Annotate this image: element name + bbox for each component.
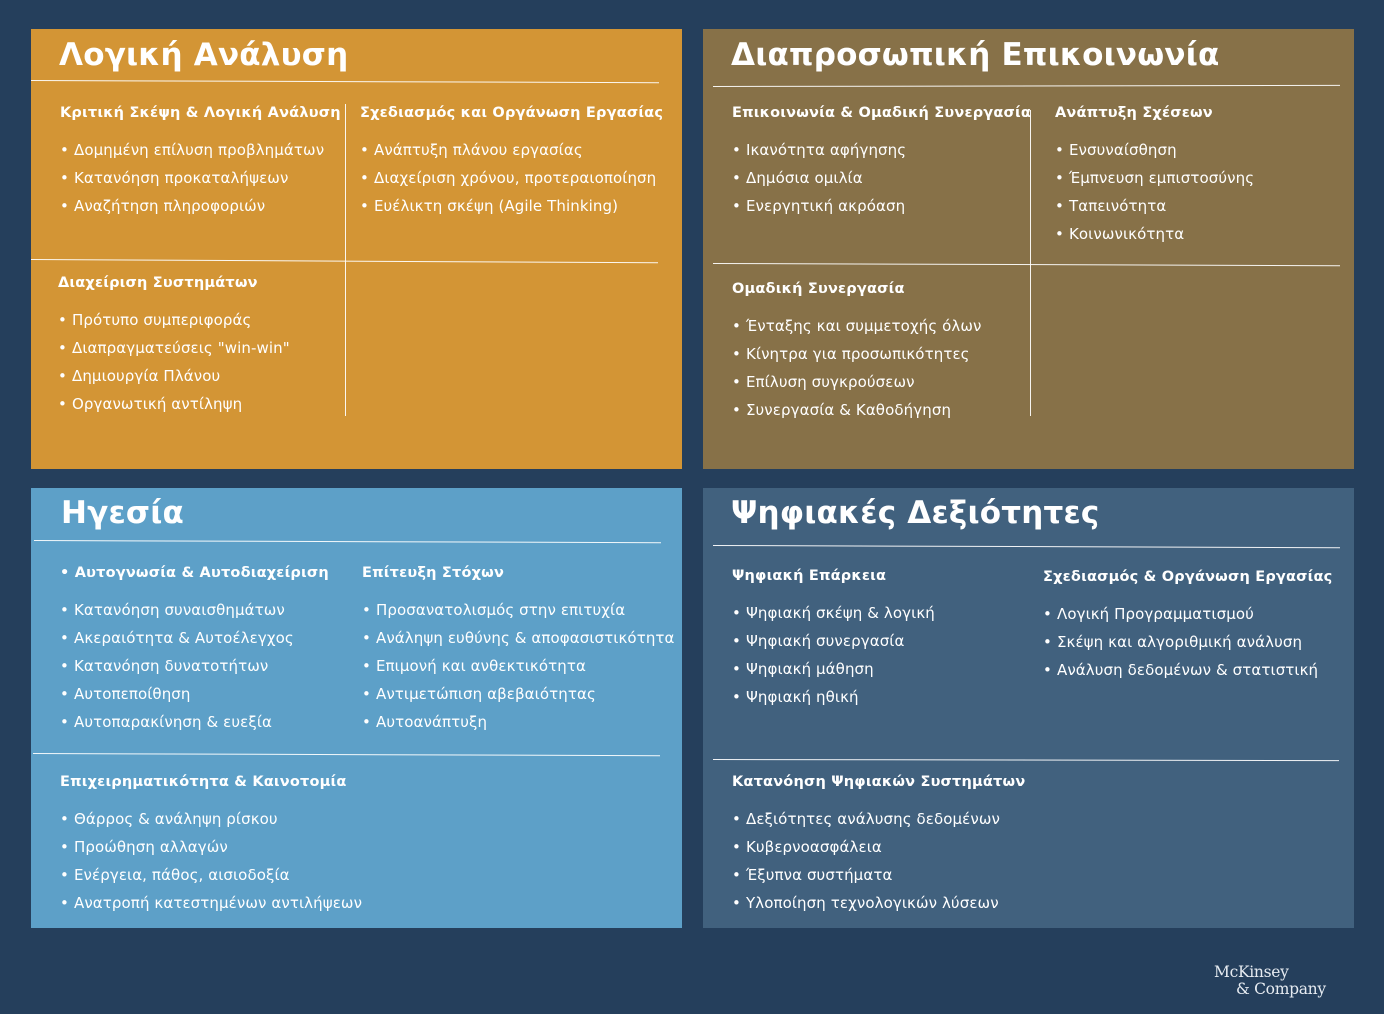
list-item: • Ακεραιότητα & Αυτοέλεγχος <box>60 624 329 652</box>
section-heading: Σχεδιασμός και Οργάνωση Εργασίας <box>360 105 664 121</box>
section-digital-literacy <box>732 566 935 711</box>
skill-list <box>360 136 663 220</box>
skill-list <box>60 805 362 917</box>
skill-list <box>60 136 341 220</box>
list-item: • Ευέλικτη σκέψη (Agile Thinking) <box>360 192 663 220</box>
divider <box>713 263 1340 266</box>
list-item: • Επίλυση συγκρούσεων <box>732 368 981 396</box>
panel-title: Ψηφιακές Δεξιότητες <box>731 495 1100 531</box>
list-item: • Αυτοπαρακίνηση & ευεξία <box>60 708 329 736</box>
list-item: • Ανάλυση δεδομένων & στατιστική <box>1043 656 1332 684</box>
list-item: • Κατανόηση δυνατοτήτων <box>60 652 329 680</box>
logo-line: McKinsey <box>1214 963 1289 981</box>
panel-interpersonal-communication <box>703 29 1354 469</box>
section-heading: Ψηφιακή Επάρκεια <box>732 568 887 584</box>
skill-list <box>732 136 1031 220</box>
list-item: • Σκέψη και αλγοριθμική ανάλυση <box>1043 628 1332 656</box>
list-item: • Προσανατολισμός στην επιτυχία <box>362 596 675 624</box>
list-item: • Ταπεινότητα <box>1055 192 1254 220</box>
list-item: • Έξυπνα συστήματα <box>732 861 1025 889</box>
list-item: • Ενεργητική ακρόαση <box>732 192 1031 220</box>
mckinsey-logo <box>1214 964 1326 998</box>
list-item: • Κατανόηση συναισθημάτων <box>60 596 329 624</box>
list-item: • Πρότυπο συμπεριφοράς <box>58 306 290 334</box>
list-item: • Επιμονή και ανθεκτικότητα <box>362 652 675 680</box>
list-item: • Διαπραγματεύσεις "win-win" <box>58 334 290 362</box>
section-communication-teamwork <box>732 103 1031 220</box>
list-item: • Κίνητρα για προσωπικότητες <box>732 340 981 368</box>
section-heading: Ομαδική Συνεργασία <box>732 281 905 297</box>
panel-logical-analysis <box>31 29 682 469</box>
list-item: • Ψηφιακή ηθική <box>732 683 935 711</box>
list-item: • Κατανόηση προκαταλήψεων <box>60 164 341 192</box>
divider <box>34 540 661 543</box>
panel-leadership <box>31 488 682 928</box>
section-heading: Κριτική Σκέψη & Λογική Ανάλυση <box>60 105 341 121</box>
list-item: • Αναζήτηση πληροφοριών <box>60 192 341 220</box>
logo-line: & Company <box>1236 980 1326 998</box>
section-self-awareness <box>60 563 329 736</box>
list-item: • Ικανότητα αφήγησης <box>732 136 1031 164</box>
list-item: • Δεξιότητες ανάλυσης δεδομένων <box>732 805 1025 833</box>
divider <box>713 759 1339 761</box>
section-entrepreneurship <box>60 772 362 917</box>
section-heading: Κατανόηση Ψηφιακών Συστημάτων <box>732 774 1026 790</box>
list-item: • Λογική Προγραμματισμού <box>1043 600 1332 628</box>
panel-title: Διαπροσωπική Επικοινωνία <box>731 37 1220 73</box>
list-item: • Θάρρος & ανάληψη ρίσκου <box>60 805 362 833</box>
section-work-planning <box>360 103 663 220</box>
list-item: • Δημόσια ομιλία <box>732 164 1031 192</box>
list-item: • Ανάληψη ευθύνης & αποφασιστικότητα <box>362 624 675 652</box>
list-item: • Ψηφιακή συνεργασία <box>732 627 935 655</box>
section-digital-planning <box>1043 567 1332 684</box>
section-heading: Επικοινωνία & Ομαδική Συνεργασία <box>732 105 1032 121</box>
list-item: • Ενσυναίσθηση <box>1055 136 1254 164</box>
section-heading: Διαχείριση Συστημάτων <box>58 275 258 291</box>
list-item: • Δομημένη επίλυση προβλημάτων <box>60 136 341 164</box>
list-item: • Υλοποίηση τεχνολογικών λύσεων <box>732 889 1025 917</box>
list-item: • Ανατροπή κατεστημένων αντιλήψεων <box>60 889 362 917</box>
skill-list <box>732 599 935 711</box>
list-item: • Κυβερνοασφάλεια <box>732 833 1025 861</box>
section-goal-achievement <box>362 563 675 736</box>
panel-title: Λογική Ανάλυση <box>59 37 349 73</box>
skill-list <box>732 312 981 424</box>
list-item: • Ψηφιακή μάθηση <box>732 655 935 683</box>
section-heading: Επίτευξη Στόχων <box>362 565 505 581</box>
panel-title: Ηγεσία <box>61 495 185 531</box>
list-item: • Έμπνευση εμπιστοσύνης <box>1055 164 1254 192</box>
skill-list <box>60 596 329 736</box>
skill-list <box>732 805 1025 917</box>
section-heading: Σχεδιασμός & Οργάνωση Εργασίας <box>1043 569 1333 585</box>
list-item: • Προώθηση αλλαγών <box>60 833 362 861</box>
list-item: • Κοινωνικότητα <box>1055 220 1254 248</box>
skill-list <box>1043 600 1332 684</box>
section-critical-thinking <box>60 103 341 220</box>
skill-list <box>58 306 290 418</box>
section-relationship-building <box>1055 103 1254 248</box>
divider <box>713 545 1340 548</box>
list-item: • Ένταξης και συμμετοχής όλων <box>732 312 981 340</box>
divider <box>33 753 660 756</box>
list-item: • Αυτοανάπτυξη <box>362 708 675 736</box>
divider <box>31 80 659 83</box>
list-item: • Αυτοπεποίθηση <box>60 680 329 708</box>
skill-list <box>362 596 675 736</box>
section-heading: Ανάπτυξη Σχέσεων <box>1055 105 1213 121</box>
section-heading: • Αυτογνωσία & Αυτοδιαχείριση <box>60 565 329 581</box>
list-item: • Ψηφιακή σκέψη & λογική <box>732 599 935 627</box>
list-item: • Ενέργεια, πάθος, αισιοδοξία <box>60 861 362 889</box>
panel-digital-skills <box>703 488 1354 928</box>
list-item: • Αντιμετώπιση αβεβαιότητας <box>362 680 675 708</box>
section-heading: Επιχειρηματικότητα & Καινοτομία <box>60 774 347 790</box>
list-item: • Συνεργασία & Καθοδήγηση <box>732 396 981 424</box>
list-item: • Διαχείριση χρόνου, προτεραιοποίηση <box>360 164 663 192</box>
list-item: • Δημιουργία Πλάνου <box>58 362 290 390</box>
skill-list <box>1055 136 1254 248</box>
section-systems-management <box>58 273 290 418</box>
divider <box>713 85 1340 87</box>
section-team-collaboration <box>732 279 981 424</box>
list-item: • Ανάπτυξη πλάνου εργασίας <box>360 136 663 164</box>
section-digital-systems <box>732 772 1025 917</box>
list-item: • Οργανωτική αντίληψη <box>58 390 290 418</box>
